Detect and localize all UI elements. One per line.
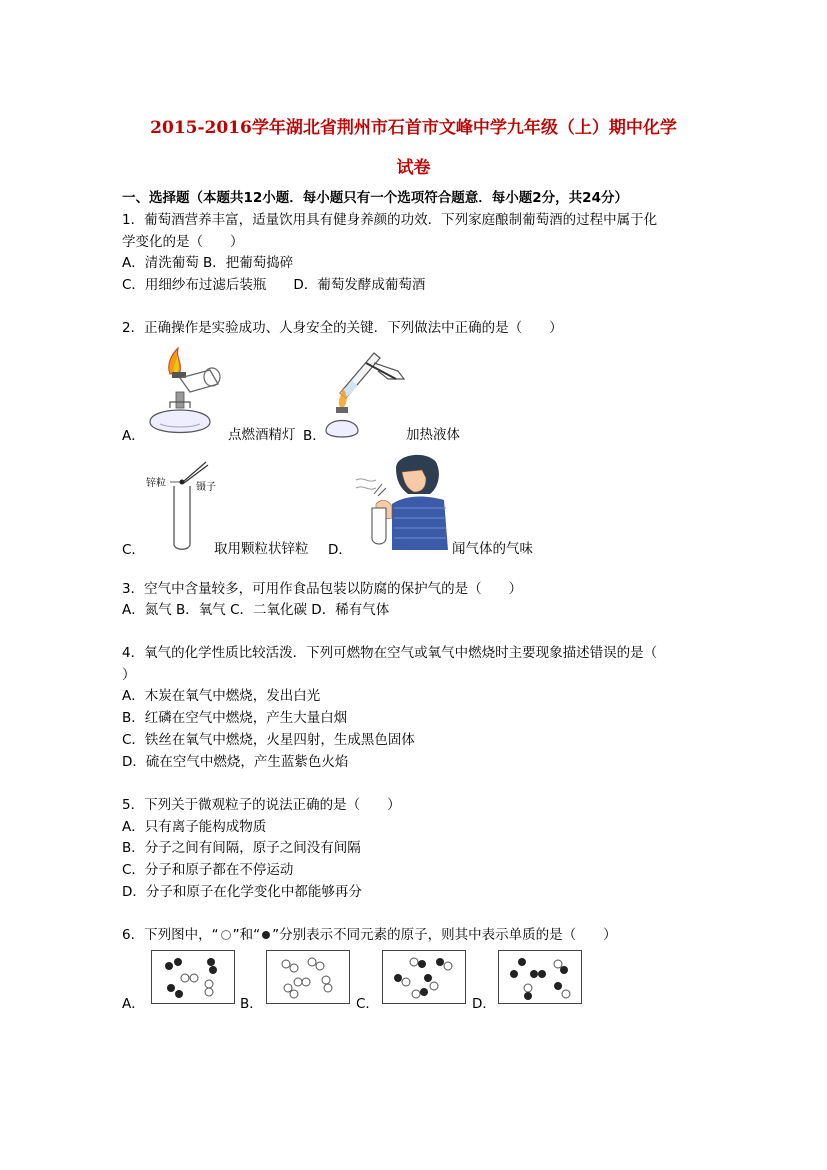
q1-stem-line1: 1．葡萄酒营养丰富，适量饮用具有健身养颜的功效．下列家庭酿制葡萄酒的过程中属于化 — [122, 212, 658, 228]
q3-stem: 3．空气中含量较多，可用作食品包装以防腐的保护气的是（ ） — [122, 581, 523, 597]
q2-stem: 2．正确操作是实验成功、人身安全的关键．下列做法中正确的是（ ） — [122, 320, 563, 336]
q5-option-b: B．分子之间有间隔，原子之间没有间隔 — [122, 840, 361, 856]
q1-stem-line2: 学变化的是（ ） — [122, 234, 244, 250]
q6-stem-post: ”分别表示不同元素的原子，则其中表示单质的是（ ） — [272, 927, 617, 943]
exam-title-line2: 试卷 — [396, 158, 431, 178]
q2-option-c-text: 取用颗粒状锌粒 — [214, 541, 309, 557]
q6-diagram-b — [266, 950, 350, 1004]
q2-option-d-letter: D． — [328, 542, 352, 558]
q6-stem — [122, 926, 617, 944]
smelling-gas-figure — [352, 448, 452, 550]
q2-option-b-text: 加热液体 — [406, 427, 460, 443]
section-heading: 一、选择题（本题共12小题．每小题只有一个选项符合题意．每小题2分，共24分） — [122, 190, 628, 206]
q4-option-a: A．木炭在氧气中燃烧，发出白光 — [122, 688, 321, 704]
q4-stem-line1: 4．氧气的化学性质比较活泼．下列可燃物在空气或氧气中燃烧时主要现象描述错误的是（ — [122, 645, 658, 661]
q6-option-b-letter: B． — [240, 996, 263, 1012]
q5-stem: 5．下列关于微观粒子的说法正确的是（ ） — [122, 797, 401, 813]
q4-option-d: D．硫在空气中燃烧，产生蓝紫色火焰 — [122, 754, 349, 770]
q1-options-ab: A．清洗葡萄 B．把葡萄捣碎 — [122, 255, 294, 271]
tweezer-label: 镊子 — [196, 482, 216, 493]
q2-option-d-text: 闻气体的气味 — [452, 541, 533, 557]
exam-title-line1: 2015-2016学年湖北省荆州市石首市文峰中学九年级（上）期中化学 — [150, 118, 677, 138]
white-atom-icon — [221, 930, 231, 940]
heating-liquid-figure — [318, 345, 408, 439]
q6-stem-pre: 6．下列图中，“ — [122, 927, 219, 943]
q1-options-cd: C．用细纱布过滤后装瓶 D．葡萄发酵成葡萄酒 — [122, 277, 426, 293]
alcohol-lamp-figure — [140, 344, 230, 440]
q6-option-d-letter: D． — [472, 996, 496, 1012]
q2-option-b-letter: B． — [303, 428, 326, 444]
zinc-granule-figure — [144, 456, 224, 552]
q4-option-b: B．红磷在空气中燃烧，产生大量白烟 — [122, 710, 348, 726]
q6-diagram-c — [382, 950, 466, 1004]
q6-option-c-letter: C． — [356, 996, 379, 1012]
q6-diagram-d — [498, 950, 582, 1004]
q2-option-a-text: 点燃酒精灯 — [228, 427, 296, 443]
q4-stem-line2: ） — [122, 667, 136, 683]
black-atom-icon — [262, 931, 270, 939]
q6-diagram-a — [151, 950, 235, 1004]
q6-stem-mid: ”和“ — [232, 927, 261, 943]
q6-option-a-letter: A． — [122, 996, 145, 1012]
zinc-label: 锌粒 — [146, 478, 166, 489]
q5-option-a: A．只有离子能构成物质 — [122, 819, 267, 835]
q5-option-c: C．分子和原子都在不停运动 — [122, 862, 294, 878]
q2-option-c-letter: C． — [122, 542, 145, 558]
q3-options: A．氮气 B．氧气 C．二氧化碳 D．稀有气体 — [122, 602, 390, 618]
q4-option-c: C．铁丝在氧气中燃烧，火星四射，生成黑色固体 — [122, 732, 415, 748]
q2-option-a-letter: A． — [122, 428, 145, 444]
q5-option-d: D．分子和原子在化学变化中都能够再分 — [122, 884, 362, 900]
